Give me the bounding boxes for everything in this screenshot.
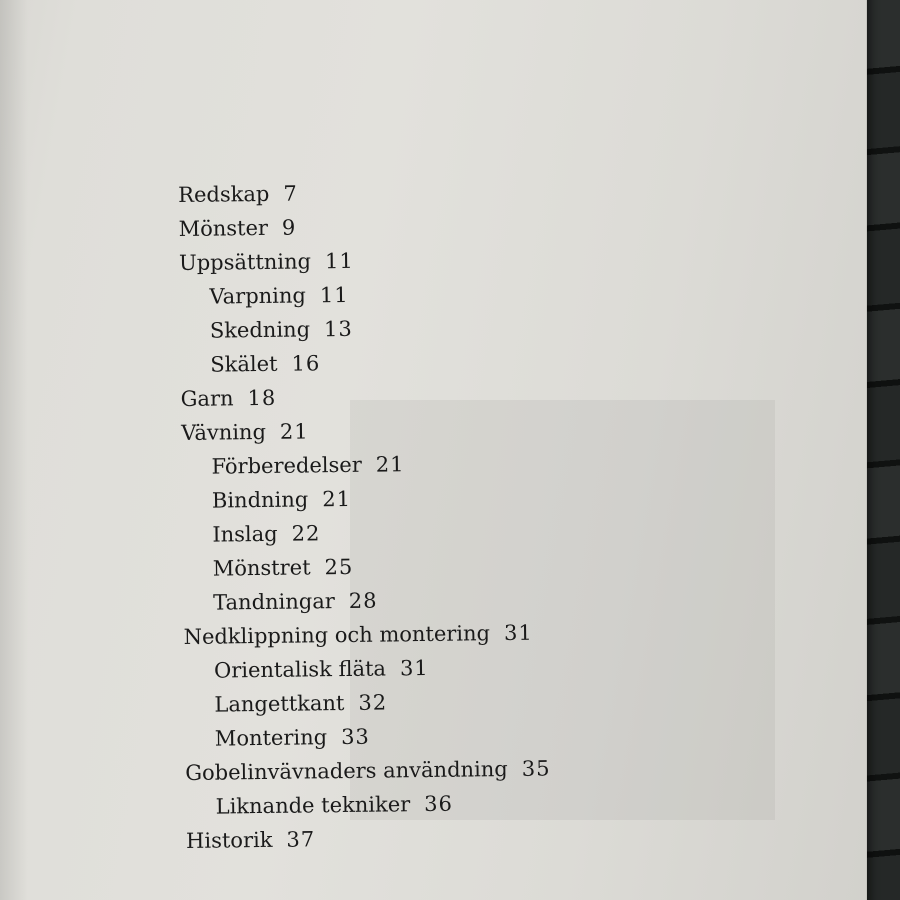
toc-entry-page-number: 21 <box>322 486 352 512</box>
toc-entry-title: Garn <box>180 386 234 411</box>
toc-entry-page-number: 16 <box>291 351 321 376</box>
toc-entry-page-number: 33 <box>340 724 370 750</box>
toc-entry-title: Varpning <box>209 283 307 309</box>
toc-entry-page-number: 11 <box>324 248 354 274</box>
toc-entry <box>186 817 786 858</box>
toc-entry-page-number: 31 <box>399 655 429 681</box>
toc-entry-page-number: 13 <box>323 316 353 342</box>
toc-entry-title: Bindning <box>211 487 309 513</box>
toc-entry-page-number: 9 <box>281 215 297 240</box>
toc-entry-page-number: 31 <box>503 620 533 646</box>
toc-entry-page-number: 25 <box>324 554 354 580</box>
toc-entry-page-number: 11 <box>319 282 349 308</box>
toc-entry-title: Nedklippning och montering <box>183 621 491 649</box>
toc-entry-title: Gobelinvävnaders användning <box>185 757 508 785</box>
toc-entry-title: Langettkant <box>214 691 345 717</box>
toc-entry-title: Historik <box>185 827 273 853</box>
toc-entry-title: Tandningar <box>213 589 335 615</box>
toc-entry-title: Orientalisk fläta <box>213 656 387 683</box>
toc-entry-page-number: 7 <box>283 181 298 206</box>
toc-entry-title: Skälet <box>210 351 278 377</box>
toc-entry-page-number: 21 <box>375 452 405 477</box>
toc-entry-title: Montering <box>214 725 328 751</box>
toc-entry-title: Mönster <box>178 215 269 241</box>
table-of-contents <box>178 171 786 858</box>
toc-entry-page-number: 35 <box>521 756 551 781</box>
toc-entry-page-number: 32 <box>358 690 388 715</box>
toc-entry-title: Skedning <box>209 317 311 343</box>
toc-entry-page-number: 28 <box>348 588 378 613</box>
toc-entry-page-number: 18 <box>247 385 277 411</box>
toc-entry-page-number: 21 <box>279 419 309 444</box>
toc-entry-title: Vävning <box>180 419 267 445</box>
toc-entry-title: Redskap <box>178 181 270 207</box>
toc-entry-title: Liknande tekniker <box>215 792 411 819</box>
toc-entry-title: Mönstret <box>212 555 311 581</box>
toc-entry-title: Förberedelser <box>211 452 362 479</box>
toc-entry-page-number: 37 <box>286 827 316 852</box>
toc-entry-title: Uppsättning <box>178 249 312 275</box>
toc-entry-page-number: 22 <box>291 521 321 546</box>
toc-entry-title: Inslag <box>212 521 278 547</box>
toc-entry-page-number: 36 <box>424 791 454 817</box>
